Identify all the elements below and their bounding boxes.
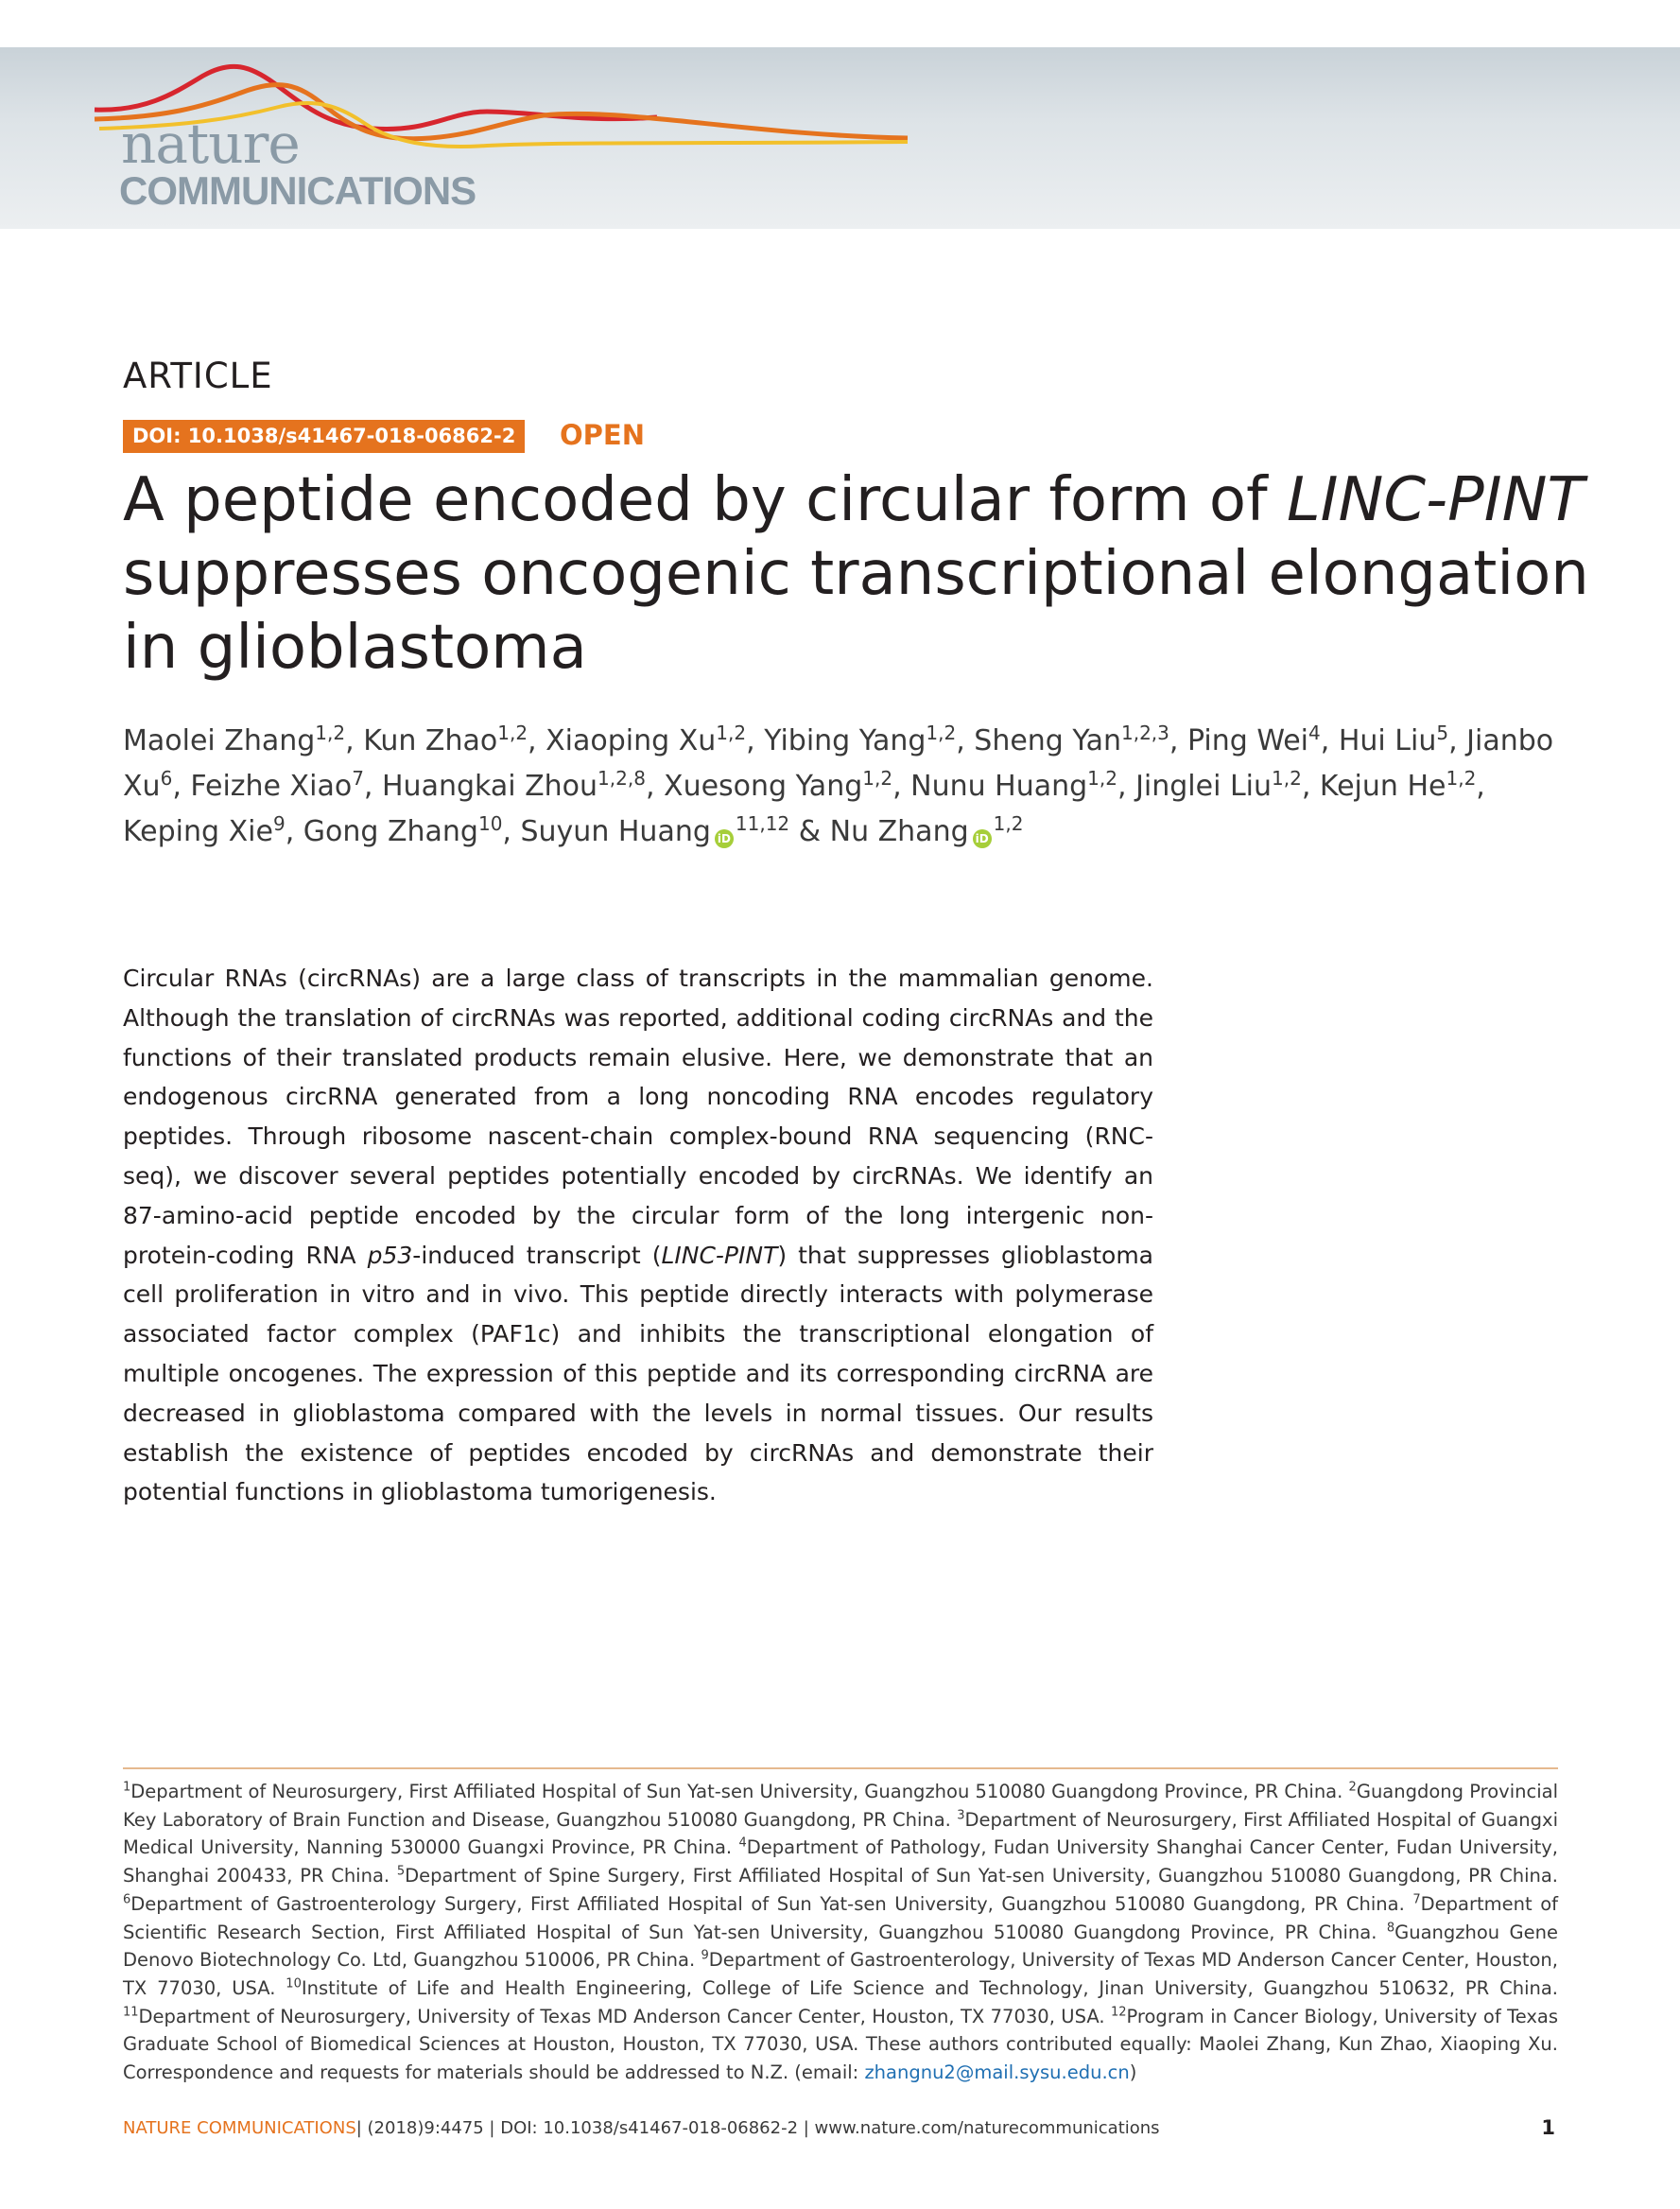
affiliation-text: Guangdong Provincial Key Laboratory of Brain Function and Disease, Guangzhou 510080 Guangdong, PR China. bbox=[123, 1781, 1558, 1831]
author-name[interactable]: Jianbo Xu bbox=[123, 724, 1554, 803]
affiliation-text: Department of Scientific Research Section, First Affiliated Hospital of Sun Yat-sen University, Guangzhou 510080 Guangdong Province, PR China. bbox=[123, 1892, 1558, 1943]
abstract-italic-1: p53 bbox=[367, 1241, 413, 1269]
affiliation-text: Department of Neurosurgery, First Affiliated Hospital of Guangxi Medical University, Nanning 530000 Guangxi Province, PR China. bbox=[123, 1808, 1558, 1859]
author-separator: , bbox=[956, 724, 975, 757]
author-separator: , bbox=[645, 770, 665, 803]
author-name[interactable]: Gong Zhang bbox=[303, 815, 478, 848]
abstract-text-3: ) that suppresses glioblastoma cell proliferation in vitro and in vivo. This peptide directly interacts with polymerase associated factor complex (PAF1c) and inhibits the transcriptional elongation of multiple oncogenes. The expression of this peptide and its corresponding circRNA are decreased in glioblastoma compared with the levels in normal tissues. Our results establish the existence of peptides encoded by circRNAs and demonstrate their potential functions in glioblastoma tumorigenesis. bbox=[123, 1241, 1153, 1506]
author-name[interactable]: Ping Wei bbox=[1186, 724, 1309, 757]
affiliation-number: 1 bbox=[123, 1780, 131, 1795]
author-affiliation-marker: 4 bbox=[1308, 722, 1321, 744]
affiliation-text: Department of Pathology, Fudan University Shanghai Cancer Center, Fudan University, Shanghai 200433, PR China. bbox=[123, 1836, 1558, 1887]
title-italic-gene: LINC-PINT bbox=[1286, 465, 1585, 535]
author-name[interactable]: Kejun He bbox=[1319, 770, 1446, 803]
author-name[interactable]: Xiaoping Xu bbox=[546, 724, 717, 757]
author-separator: , bbox=[1169, 724, 1187, 757]
affiliation-number: 12 bbox=[1110, 2005, 1127, 2020]
author-separator: , bbox=[746, 724, 765, 757]
footer-journal-name: NATURE COMMUNICATIONS bbox=[123, 2118, 356, 2138]
abstract-text-2: -induced transcript ( bbox=[412, 1241, 662, 1269]
affiliation-number: 8 bbox=[1386, 1921, 1395, 1936]
orcid-icon[interactable]: iD bbox=[715, 829, 734, 848]
author-name[interactable]: Hui Liu bbox=[1338, 724, 1437, 757]
author-list bbox=[123, 719, 1579, 855]
affiliation-number: 3 bbox=[957, 1808, 965, 1823]
correspondence-email-link[interactable]: zhangnu2@mail.sysu.edu.cn bbox=[864, 2061, 1130, 2084]
logo-communications-wordmark: COMMUNICATIONS bbox=[119, 168, 476, 213]
affiliation-number: 4 bbox=[738, 1835, 747, 1851]
affiliation-text: Department of Gastroenterology Surgery, First Affiliated Hospital of Sun Yat-sen University, Guangzhou 510080 Guangdong, PR China. bbox=[130, 1892, 1413, 1915]
author-name[interactable]: Yibing Yang bbox=[764, 724, 927, 757]
author-name[interactable]: Jinglei Liu bbox=[1135, 770, 1273, 803]
open-access-label: OPEN bbox=[560, 419, 645, 451]
author-separator: , bbox=[285, 815, 303, 848]
affiliation-text: Department of Neurosurgery, First Affiliated Hospital of Sun Yat-sen University, Guangzhou 510080 Guangdong Province, PR China. bbox=[130, 1781, 1349, 1802]
author-affiliation-marker: 1,2 bbox=[926, 722, 957, 744]
footnote-close: ) bbox=[1129, 2061, 1137, 2084]
affiliation-number: 9 bbox=[701, 1948, 709, 1963]
author-name[interactable]: Sheng Yan bbox=[974, 724, 1121, 757]
author-name[interactable]: Kun Zhao bbox=[363, 724, 498, 757]
logo-nature-wordmark: nature bbox=[121, 112, 300, 176]
affiliations-footnote bbox=[123, 1778, 1558, 2087]
abstract-italic-2: LINC-PINT bbox=[661, 1241, 778, 1269]
doi-badge[interactable]: DOI: 10.1038/s41467-018-06862-2 bbox=[123, 420, 525, 453]
abstract-text-1: Circular RNAs (circRNAs) are a large class of transcripts in the mammalian genome. Although the translation of circRNAs was reported, additional coding circRNAs and the functions of their translated products remain elusive. Here, we demonstrate that an endogenous circRNA generated from a long noncoding RNA encodes regulatory peptides. Through ribosome nascent-chain complex-bound RNA sequencing (RNC-seq), we discover several peptides potentially encoded by circRNAs. We identify an 87-amino-acid peptide encoded by the circular form of the long intergenic non-protein-coding RNA bbox=[123, 965, 1153, 1269]
author-separator: , bbox=[1476, 770, 1485, 803]
affiliation-text: Department of Neurosurgery, University of Texas MD Anderson Cancer Center, Houston, TX 77030, USA. bbox=[138, 2005, 1111, 2027]
author-name[interactable]: Nu Zhang bbox=[829, 815, 969, 848]
author-affiliation-marker: 1,2 bbox=[1272, 767, 1302, 790]
affiliation-number: 6 bbox=[123, 1892, 131, 1907]
author-affiliation-marker: 1,2 bbox=[1087, 767, 1117, 790]
author-name[interactable]: Maolei Zhang bbox=[123, 724, 316, 757]
affiliation-text: Department of Spine Surgery, First Affiliated Hospital of Sun Yat-sen University, Guangzhou 510080 Guangdong, PR China. bbox=[405, 1865, 1558, 1887]
author-affiliation-marker: 1,2,3 bbox=[1120, 722, 1169, 744]
author-affiliation-marker: 7 bbox=[352, 767, 364, 790]
author-affiliation-marker: 1,2 bbox=[497, 722, 528, 744]
author-separator: , bbox=[1117, 770, 1136, 803]
author-separator: & bbox=[789, 815, 830, 848]
author-separator: , bbox=[363, 770, 382, 803]
article-type-label: ARTICLE bbox=[123, 356, 273, 396]
author-name[interactable]: Keping Xie bbox=[123, 815, 273, 848]
author-separator: , bbox=[1301, 770, 1320, 803]
author-affiliation-marker: 1,2 bbox=[716, 722, 747, 744]
author-separator: , bbox=[528, 724, 546, 757]
author-affiliation-marker: 6 bbox=[160, 767, 173, 790]
author-separator: , bbox=[502, 815, 521, 848]
affiliation-number: 10 bbox=[286, 1976, 302, 1992]
author-affiliation-marker: 1,2 bbox=[862, 767, 893, 790]
affiliation-text: Program in Cancer Biology, University of Texas Graduate School of Biomedical Sciences at Houston, Houston, TX 77030, USA. bbox=[123, 2005, 1559, 2056]
journal-banner bbox=[0, 47, 1680, 229]
author-name[interactable]: Huangkai Zhou bbox=[382, 770, 598, 803]
affiliation-text: Guangzhou Gene Denovo Biotechnology Co. Ltd, Guangzhou 510006, PR China. bbox=[123, 1921, 1558, 1972]
footnote-tail: These authors contributed equally: Maolei Zhang, Kun Zhao, Xiaoping Xu. Correspondence and requests for materials should be addressed to N.Z. (email: bbox=[123, 2033, 1558, 2084]
footnote-divider bbox=[123, 1767, 1558, 1769]
author-name[interactable]: Nunu Huang bbox=[910, 770, 1088, 803]
affiliation-number: 2 bbox=[1348, 1780, 1357, 1795]
page-number: 1 bbox=[1541, 2116, 1555, 2139]
affiliation-number: 5 bbox=[396, 1864, 406, 1879]
page-footer bbox=[123, 2118, 1558, 2138]
author-affiliation-marker: 11,12 bbox=[735, 812, 790, 835]
article-title bbox=[123, 463, 1598, 685]
author-affiliation-marker: 1,2 bbox=[1446, 767, 1477, 790]
author-name[interactable]: Suyun Huang bbox=[520, 815, 711, 848]
author-separator: , bbox=[172, 770, 191, 803]
title-part2: suppresses oncogenic transcriptional elongation in glioblastoma bbox=[123, 539, 1589, 683]
author-affiliation-marker: 9 bbox=[272, 812, 286, 835]
author-separator: , bbox=[1320, 724, 1339, 757]
title-part1: A peptide encoded by circular form of bbox=[123, 465, 1287, 535]
author-separator: , bbox=[345, 724, 364, 757]
author-separator: , bbox=[892, 770, 911, 803]
author-affiliation-marker: 1,2 bbox=[315, 722, 346, 744]
footer-citation: | (2018)9:4475 | DOI: 10.1038/s41467-018-06862-2 | www.nature.com/naturecommunications bbox=[355, 2118, 1160, 2138]
author-affiliation-marker: 1,2,8 bbox=[598, 767, 646, 790]
orcid-icon[interactable]: iD bbox=[973, 829, 992, 848]
affiliation-text: Institute of Life and Health Engineering, College of Life Science and Technology, Jinan University, Guangzhou 510632, PR China. bbox=[301, 1976, 1558, 1999]
affiliation-number: 7 bbox=[1412, 1892, 1421, 1907]
author-affiliation-marker: 10 bbox=[477, 812, 503, 835]
author-name[interactable]: Feizhe Xiao bbox=[190, 770, 353, 803]
author-separator: , bbox=[1448, 724, 1467, 757]
author-affiliation-marker: 5 bbox=[1436, 722, 1449, 744]
abstract bbox=[123, 959, 1153, 1512]
affiliation-text: Department of Gastroenterology, University of Texas MD Anderson Cancer Center, Houston, TX 77030, USA. bbox=[123, 1949, 1558, 1999]
author-name[interactable]: Xuesong Yang bbox=[664, 770, 863, 803]
author-affiliation-marker: 1,2 bbox=[993, 812, 1024, 835]
affiliation-number: 11 bbox=[123, 2005, 139, 2020]
